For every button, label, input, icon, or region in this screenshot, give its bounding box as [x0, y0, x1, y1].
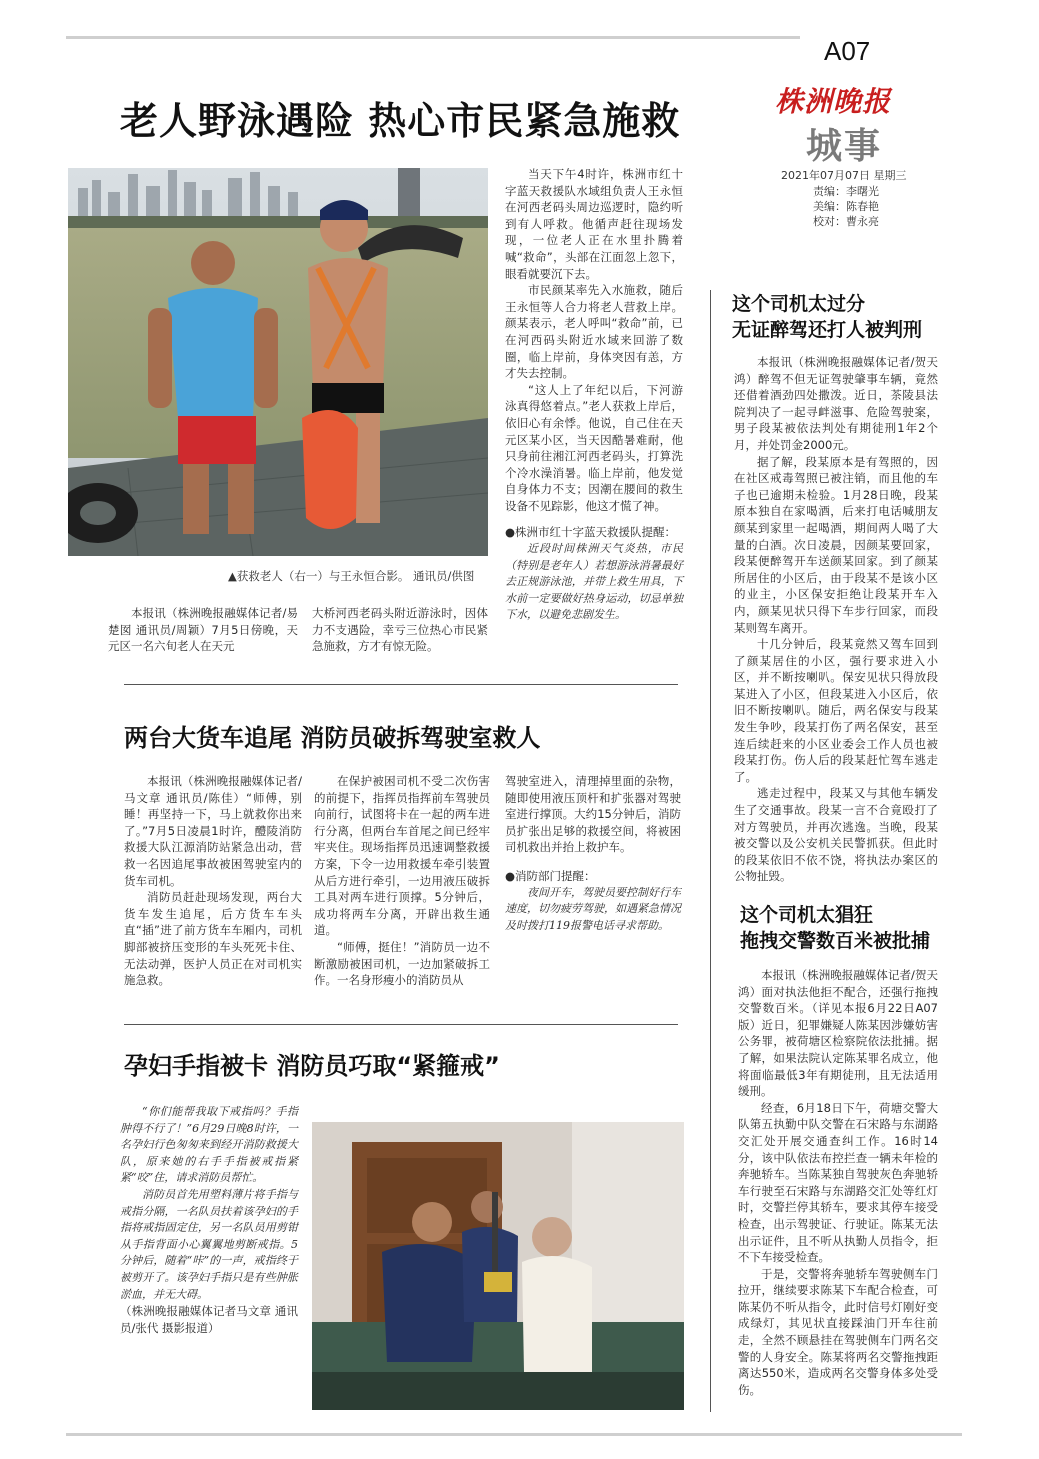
- story1-tip-heading: ●株洲市红十字蓝天救援队提醒：: [505, 525, 677, 540]
- story3-paragraph: 消防员首先用塑料薄片将手指与戒指分隔，一名队员扶着该孕妇的手指将戒指固定住，另一名队员用剪钳从手指背面小心翼翼地剪断戒指。5分钟后，随着“咔”的一声，戒指终于被剪开了。该孕妇手指只是有些肿胀淤血，并无大碍。: [120, 1187, 298, 1301]
- story1-photo: [68, 168, 488, 556]
- proof-credit: 校对：曹永亮: [813, 215, 879, 228]
- side2-paragraph: 于是，交警将奔驰轿车驾驶侧车门拉开，继续要求陈某下车配合检查，可陈某仍不听从指令，此时信号灯刚好变成绿灯，其见状直接踩油门开车往前走，全然不顾悬挂在驾驶侧车门两名交警的人身安全。陈某将两名交警拖拽距离达550米，造成两名交警身体多处受伤。: [738, 1266, 938, 1397]
- story2-paragraph: 在保护被困司机不受二次伤害的前提下，指挥员指挥前车驾驶员向前行，试图将卡在一起的两车进行分离，但两台车首尾之间已经牢牢夹住。现场指挥员迅速调整救援方案，下令一边用救援车牵引装置从后方进行牵引，一边用液压破拆工具对两车进行顶撑。5分钟后，成功将两车分离，开辟出救生通道。: [314, 774, 490, 938]
- side2-headline-line2: 拖拽交警数百米被批捕: [740, 930, 931, 952]
- story1-paragraph: 当天下午4时许，株洲市红十字蓝天救援队水域组负责人王永恒在河西老码头周边巡逻时，隐约听到有人呼救。他循声赶往现场发现，一位老人正在水里扑腾着喊“救命”，头部在江面忽上忽下，眼看就要沉下去。: [505, 167, 683, 281]
- side1-paragraph: 十几分钟后，段某竟然又驾车回到了颜某居住的小区，强行要求进入小区，并不断按喇叭。保安见状只得放段某进入了小区，但段某进入小区后，依旧不断按喇叭。随后，两名保安与段某发生争吵，段某打伤了两名保安，甚至连后续赶来的小区业委会工作人员也被段某打伤。伤人后的段某赶忙驾车逃走了。: [734, 637, 938, 784]
- side2-body: [738, 967, 938, 1398]
- side2-headline: [740, 902, 930, 954]
- story1-lead-text-2: 大桥河西老码头附近游泳时，因体力不支遇险，幸亏三位热心市民紧急施救，方才有惊无险。: [312, 606, 488, 654]
- story2-paragraph: “师傅，挺住！”消防员一边不断激励被困司机，一边加紧破拆工作。一名身形瘦小的消防员从: [314, 939, 490, 988]
- story1-paragraph: 市民颜某率先入水施救，随后王永恒等人合力将老人营救上岸。颜某表示，老人呼叫“救命”前，已在河西码头附近水域来回游了数圈，临上岸前，身体突因有恙，方才失去控制。: [505, 283, 683, 381]
- story1-headline: 老人野泳遇险 热心市民紧急施救: [120, 99, 681, 143]
- story2-paragraph: 本报讯（株洲晚报融媒体记者/马文章 通讯员/陈佳）“师傅，别睡！再坚持一下，马上就救你出来了。”7月5日凌晨1时许，醴陵消防救援大队江源消防站紧急出动，营救一名因追尾事故被困驾驶室内的货车司机。: [124, 774, 302, 888]
- side2-headline-line1: 这个司机太猖狂: [740, 904, 874, 926]
- story2-paragraph: 驾驶室进入，清理掉里面的杂物，随即使用液压顶杆和扩张器对驾驶室进行撑顶。大约15分钟后，消防员扩张出足够的救援空间，将被困司机救出并抬上救护车。: [505, 774, 681, 855]
- side1-body: [734, 354, 938, 885]
- story1-lead-col1: [108, 605, 298, 655]
- bottom-rule: [66, 1433, 962, 1436]
- side1-paragraph: 逃走过程中，段某又与其他车辆发生了交通事故。段某一言不合竟殴打了对方驾驶员，并再次逃逸。当晚，段某被交警以及公安机关民警抓获。但此时的段某依旧不依不饶，将执法办案区的公物扯毁。: [734, 786, 938, 884]
- side2-paragraph: 经查，6月18日下午，荷塘交警大队第五执勤中队交警在石宋路与东湖路交汇处开展交通查纠工作。16时14分，该中队依法布控拦查一辆未年检的奔驰轿车。当陈某独自驾驶灰色奔驰轿车行驶至石宋路与东湖路交汇处等红灯时，交警拦停其轿车，要求其停车接受检查，出示驾驶证、行驶证。陈某无法出示证件，且不听从执勤人员指令，拒不下车接受检查。: [738, 1100, 938, 1265]
- story2-col1: [124, 773, 302, 989]
- side1-headline-line2: 无证醉驾还打人被判刑: [732, 319, 923, 341]
- story2-paragraph: 消防员赶赴现场发现，两台大货车发生追尾，后方货车车头直“插”进了前方货车车厢内，司机脚部被挤压变形的车头死死卡住、无法动弹，医护人员正在对司机实施急救。: [124, 890, 302, 988]
- story1-tip-body: 近段时间株洲天气炎热，市民（特别是老年人）若想游泳消暑最好去正规游泳池，并带上救生用具，下水前一定要做好热身运动，切忌单独下水，以避免悲剧发生。: [505, 542, 683, 622]
- designer-credit: 美编：陈春艳: [813, 200, 879, 213]
- story3-photo: [312, 1122, 684, 1410]
- newspaper-logo: 株洲晚报: [775, 85, 892, 118]
- story3-credit: （株洲晚报融媒体记者马文章 通讯员/张代 摄影报道）: [120, 1304, 298, 1335]
- side1-paragraph: 据了解，段某原本是有驾照的，因在社区戒毒驾照已被注销，而且他的车子也已逾期未检验。1月28日晚，段某原本独自在家喝酒，后来打电话喊朋友颜某到家里一起喝酒，期间两人喝了大量的白酒。次日凌晨，因颜某要回家，段某便醉驾开车送颜某回家。到了颜某所居住的小区后，由于段某不是该小区的业主，小区保安拒绝让段某开车入内，颜某见状只得下车步行回家，而段某则驾车离开。: [734, 454, 938, 635]
- story2-col3: [505, 773, 681, 934]
- story3-paragraph: “你们能帮我取下戒指吗？手指肿得不行了！”6月29日晚8时许，一名孕妇行色匆匆来到经开消防救援大队，原来她的右手手指被戒指紧紧“咬”住，请求消防员帮忙。: [120, 1105, 298, 1185]
- side1-headline-line1: 这个司机太过分: [732, 293, 866, 315]
- story2-tip-heading: ●消防部门提醒：: [505, 868, 596, 883]
- divider: [124, 684, 678, 685]
- page-number: A07: [824, 36, 871, 66]
- story1-photo-caption: ▲获救老人（右一）与王永恒合影。 通讯员/供图: [228, 569, 475, 583]
- story3-headline: 孕妇手指被卡 消防员巧取“紧箍戒”: [124, 1052, 500, 1080]
- story3-text: [120, 1104, 298, 1336]
- story2-col2: [314, 773, 490, 989]
- column-divider: [710, 290, 711, 1412]
- issue-date: 2021年07月07日 星期三: [781, 169, 907, 182]
- section-name: 城事: [806, 125, 883, 167]
- story2-tip-body: 夜间开车，驾驶员要控制好行车速度，切勿疲劳驾驶，如遇紧急情况及时拨打119报警电话寻求帮助。: [505, 885, 681, 932]
- editor-credit: 责编：李曙光: [813, 185, 879, 198]
- story1-lead-col2: [312, 605, 488, 655]
- divider: [124, 1024, 678, 1025]
- story2-headline: 两台大货车追尾 消防员破拆驾驶室救人: [124, 724, 541, 752]
- side1-headline: [732, 291, 922, 343]
- side2-paragraph: 本报讯（株洲晚报融媒体记者/贺天鸿）面对执法他拒不配合，还强行拖拽交警数百米。（详见本报6月22日A07版）近日，犯罪嫌疑人陈某因涉嫌妨害公务罪，被荷塘区检察院依法批捕。据了解，如果法院认定陈某罪名成立，他将面临最低3年有期徒刑，且无法适用缓刑。: [738, 968, 938, 1099]
- story1-right-column: [505, 166, 683, 624]
- story1-paragraph: “这人上了年纪以后，下河游泳真得悠着点。”老人获救上岸后，依旧心有余悸。他说，自己住在天元区某小区，当天因酷暑难耐，他只身前往湘江河西老码头，打算洗个冷水澡消暑。临上岸前，他发觉自身体力不支；因潮在腰间的救生设备不见踪影，他这才慌了神。: [505, 382, 683, 513]
- story1-lead-text-1: 本报讯（株洲晚报融媒体记者/易楚囡 通讯员/周颖）7月5日傍晚，天元区一名六旬老人在天元: [108, 606, 298, 654]
- top-rule: [66, 36, 800, 39]
- side1-paragraph: 本报讯（株洲晚报融媒体记者/贺天鸿）醉驾不但无证驾驶肇事车辆，竟然还借着酒劲四处撒泼。近日，茶陵县法院判决了一起寻衅滋事、危险驾驶案，男子段某被依法判处有期徒刑1年2个月，并处罚金2000元。: [734, 355, 938, 452]
